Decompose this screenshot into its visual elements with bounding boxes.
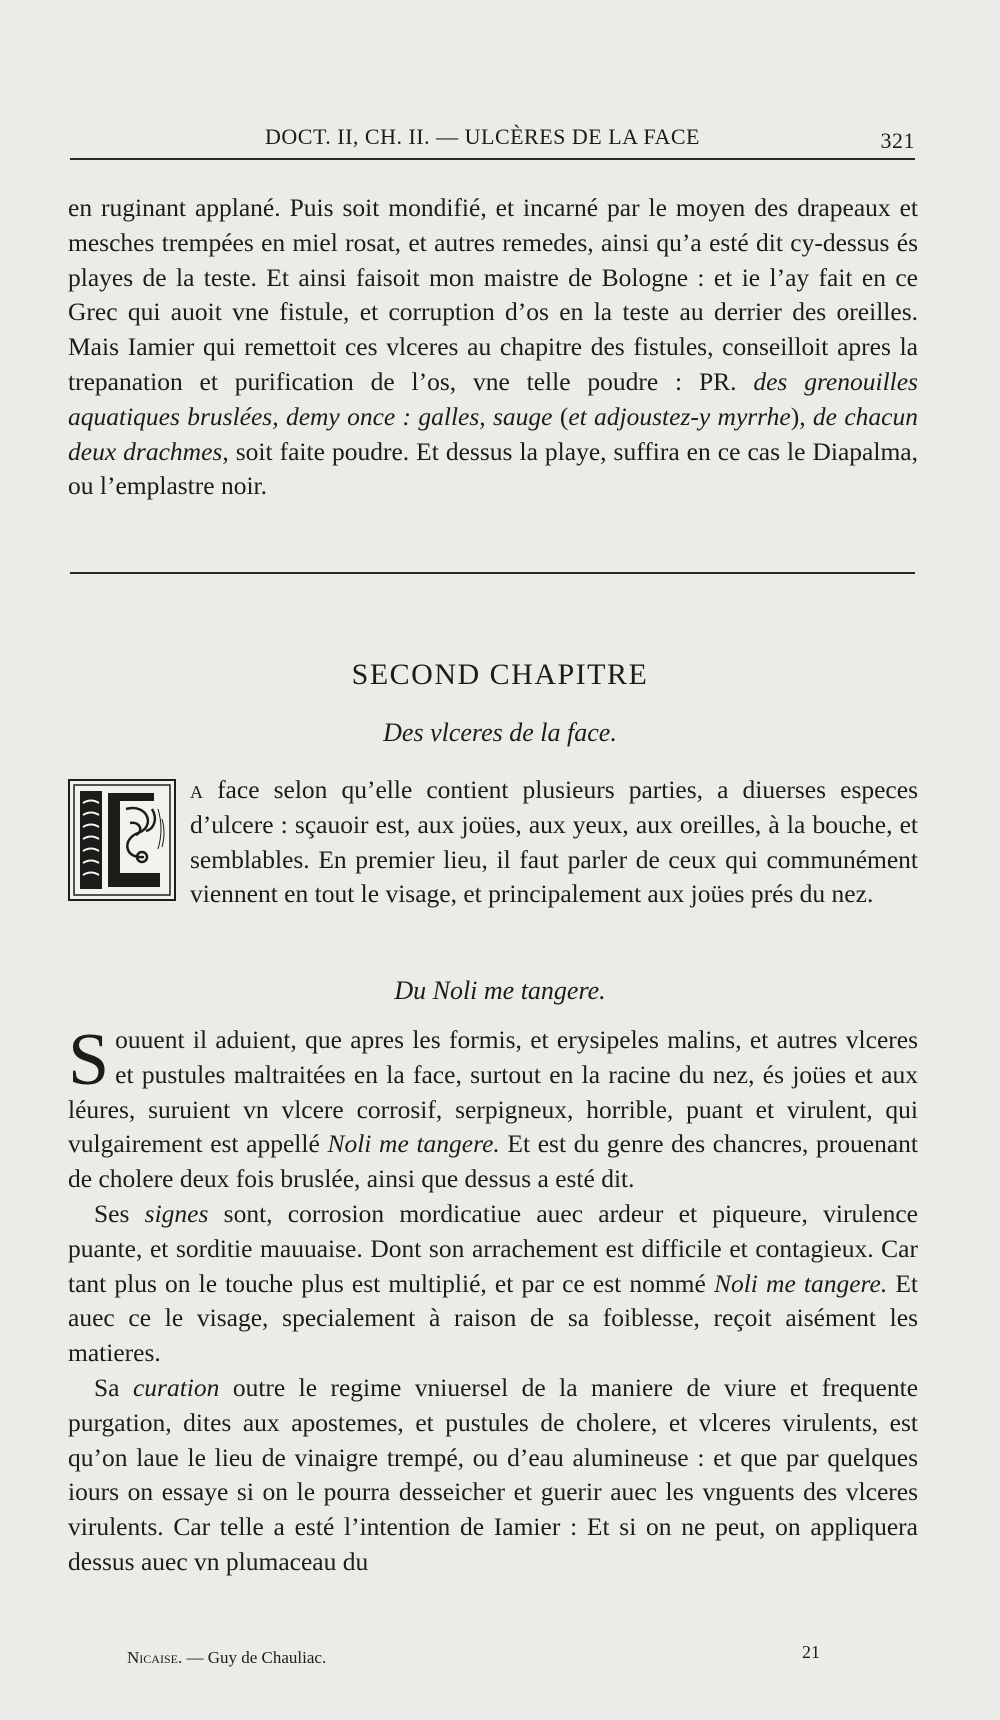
running-title: DOCT. II, CH. II. — ULCÈRES DE LA FACE [265, 124, 700, 149]
footer-work: Guy de Chauliac. [207, 1648, 327, 1667]
chapter-title: SECOND CHAPITRE [351, 658, 649, 691]
footer-author: Nicaise. [127, 1648, 183, 1667]
paragraph-text: en ruginant applané. Puis soit mondifié, et incarné par le moyen des drapeaux et mesches trempées en miel rosat, et autres remedes, ainsi qu’a esté dit cy-dessus és playes de la teste. Et ainsi faisoit mon maistre de Bologne : et ie l’ay fait en ce Grec qui auoit vne fistule, et corruption d’os en la teste au derrier des oreilles. Mais Iamier qui remettoit ces vlceres au chapitre des fistules, conseilloit apres la trepanation et purification de l’os, vne telle poudre : PR. des grenouilles aquatiques bruslées, demy once : galles, sauge (et adjoustez-y myrrhe), de chacun deux drachmes, soit faite poudre. Et dessus la playe, suffira en ce cas le Diapalma, ou l’emplastre noir. [68, 193, 918, 501]
ornate-initial-L-icon [68, 779, 176, 901]
section-heading: Du Noli me tangere. [394, 976, 606, 1005]
paragraph-text: a face selon qu’elle contient plusieurs parties, a diuerses especes d’ulcere : sçauoir est, aux joües, aux yeux, aux oreilles, à la bouche, et semblables. En premier lieu, il faut parler de ceux qui communément viennent en tout le visage, et principalement aux joües prés du nez. [68, 773, 918, 912]
running-header [70, 124, 915, 160]
paragraph-text: Souuent il aduient, que apres les formis, et erysipeles malins, et autres vlceres et pustules maltraitées en la face, surtout en la racine du nez, és joües et aux léures, suruient vn vlcere corrosif, serpigneux, horrible, puant et virulent, qui vulgairement est appellé Noli me tangere. Et est du genre des chancres, prouenant de cholere deux fois bruslée, ainsi que dessus a esté dit. [68, 1019, 918, 1194]
initial-letter: S [68, 1019, 110, 1101]
paragraph-continued [68, 191, 918, 504]
paragraph-text: Ses signes sont, corrosion mordicatiue auec ardeur et piqueure, virulence puante, et sorditie mauuaise. Dont son arrachement est difficile et contagieux. Car tant plus on le touche plus est multiplié, et par ce est nommé Noli me tangere. Et auec ce le visage, specialement à raison de sa foiblesse, reçoit aisément les matieres. [68, 1198, 919, 1368]
signature-mark: 21 [802, 1642, 820, 1662]
section-divider [70, 572, 915, 574]
page-number: 321 [880, 128, 915, 153]
chapter-subtitle: Des vlceres de la face. [383, 718, 617, 747]
page-footer: Nicaise. — Guy de Chauliac. [127, 1648, 327, 1667]
chapter-opening-paragraph [68, 773, 918, 912]
section-body [68, 1019, 919, 1580]
paragraph-text: Sa curation outre le regime vniuersel de la maniere de viure et frequente purgation, dites aux apostemes, et pustules de cholere, et vlceres virulents, est qu’on laue le lieu de vinaigre trempé, ou d’eau alumineuse : et que par quelques iours on essaye si on le pourra desseicher et guerir auec les vnguents des vlceres virulents. Car telle a esté l’intention de Iamier : Et si on ne peut, on appliquera dessus auec vn plumaceau du [68, 1372, 919, 1576]
